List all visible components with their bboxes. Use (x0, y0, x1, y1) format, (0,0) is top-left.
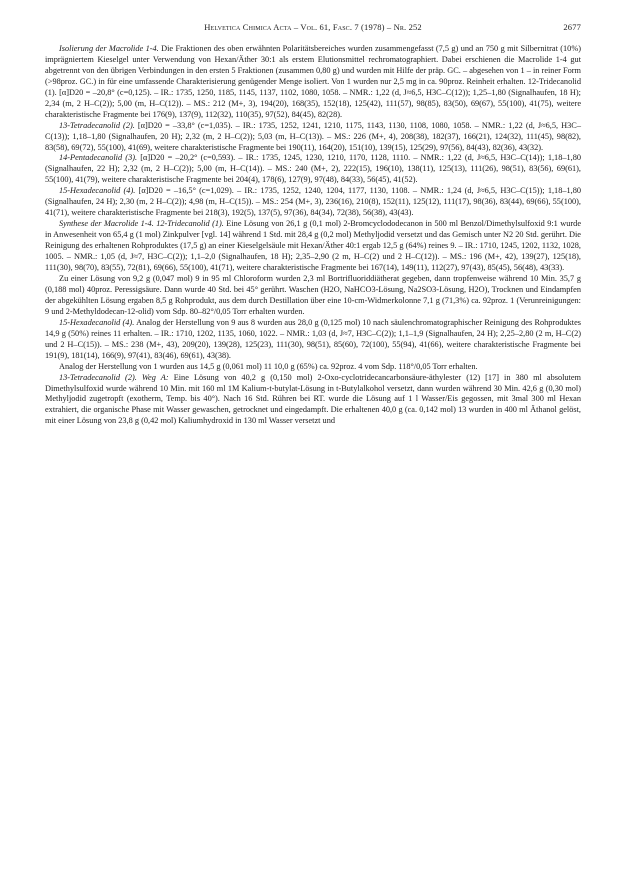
paragraph-lead: Isolierung der Macrolide 1-4. (59, 43, 159, 53)
paragraph-lead: 15-Hexadecanolid (4). (59, 186, 136, 196)
paragraph-route-a (45, 373, 581, 428)
paragraph-text: Zu einer Lösung von 9,2 g (0,047 mol) 9 in 95 ml Chloroform wurden 2,3 ml Bortrifluoriddiätherat gegeben, dann tropfenweise während 10 Min. 35,7 g (0,188 mol) 40proz. Peressigsäure. Dann wurde 40 Std. bei 45° gerührt. Waschen (H2O, NaHCO3-Lösung, Na2SO3-Lösung, H2O), Trocknen und Eindampfen der abgekühlten Lösung ergaben 8,5 g Rohprodukt, aus dem durch Destillation über eine 10-cm-Widmerkolonne 7,1 g (71,3%) ca. 92proz. 1 (Verunreinigungen: 9 und 2-Methyldodecan-12-olid) vom Sdp. 80–82°/0,05 Torr erhalten wurden. (45, 273, 581, 316)
paragraph-analog (45, 362, 581, 373)
paragraph-isolation (45, 44, 581, 121)
document-page (45, 22, 581, 427)
paragraph-lead: 15-Hexadecanolid (4). (59, 317, 135, 327)
paragraph-lead: Synthese der Macrolide 1-4. 12-Tridecanolid (1). (59, 219, 224, 229)
paragraph-text: Eine Lösung von 40,2 g (0,150 mol) 2-Oxo-cyclotridecancarbonsäure-äthylester (12) [17] in 380 ml absolutem Dimethylsulfoxid wurde während 10 Min. mit 160 ml 1M Kalium-t-butylat-Lösung in t-Butylalkohol versetzt, dann wurden während 30 Min. 42,6 g (0,30 mol) Methyljodid zugetropft (exotherm, Temp. bis 40°). Nach 16 Std. Rühren bei RT. wurde die Lösung auf 1 l Wasser/Eis gegossen, mit 3mal 300 ml Hexan extrahiert, die organische Phase mit Wasser gewaschen, getrocknet und eingedampft. Die erhaltenen 40,0 g (ca. 0,142 mol) 13 wurden in 400 ml Äthanol gelöst, mit einer Lösung von 23,8 g (0,42 mol) Kaliumhydroxid in 130 ml Wasser versetzt und (45, 372, 582, 426)
running-head (45, 22, 581, 33)
paragraph-oxidation (45, 274, 581, 318)
paragraph-hexadecanolide-synthesis (45, 318, 581, 362)
paragraph-synthesis (45, 219, 581, 274)
paragraph-lead: 14-Pentadecanolid (3). (59, 153, 138, 163)
paragraph-text: Die Fraktionen des oben erwähnten Polaritätsbereiches wurden zusammengefasst (7,5 g) und an 750 g mit Silbernitrat (10%) imprägniertem Kieselgel unter Verwendung von Hexan/Äther 30:1 als erstem Elutionsmittel rechromatographiert. Dabei erschienen die Macrolide 1-4 gut abgetrennt von den übrigen Verbindungen in den ersten 5 Fraktionen (zusammen 0,80 g) und wurden mit Hilfe der präp. GC. – abgesehen von 1 – in reiner Form (>98proz. GC.) in für eine umfassende Charakterisierung genügender Menge isoliert. Von 1 wurden nur 2,5 mg in ca. 90proz. Reinheit erhalten. 12-Tridecanolid (1). [α]D20 = –20,8° (c=0,125). – IR.: 1735, 1250, 1185, 1145, 1137, 1102, 1080, 1058. – NMR.: 1,22 (d, J≈6,5, H3C–C(12)); 1,25–1,80 (Signalhaufen, 18 H); 2,34 (m, 2 H–C(2)); 5,00 (m, H–C(12)). – MS.: 212 (M+, 3), 194(20), 168(35), 152(18), 125(42), 111(57), 98(85), 83(50), 69(67), 55(100), 41(75), weitere charakteristische Fragmente bei 176(9), 137(9), 112(32), 110(35), 97(52), 84(45), 82(28). (45, 43, 581, 119)
paragraph-text: Eine Lösung von 26,1 g (0,1 mol) 2-Bromcyclododecanon in 500 ml Benzol/Dimethylsulfoxid 9:1 wurde in Anwesenheit von 65,4 g (1 mol) Zinkpulver [vgl. 14] während 1 Std. mit 28,4 g (0,2 mol) Methyljodid versetzt und das Gemisch unter N2 20 Std. gerührt. Die Reinigung des erhaltenen Rohproduktes (17,5 g) an einer Kieselgelsäule mit Hexan/Äther 40:1 ergab 12,5 g (64%) reines 9. – IR.: 1710, 1245, 1202, 1132, 1028, 1005. – NMR.: 1,05 (d, J≈7, H3C–C(2)); 1,1–2,0 (Signalhaufen, 18 H); 2,35–2,90 (2 m, H–C(2) und 2 H–C(12)). – MS.: 196 (M+, 42), 139(27), 125(18), 111(30), 98(70), 83(55), 72(81), 69(66), 55(100), 41(71), weitere charakteristische Fragmente bei 167(14), 149(11), 112(27), 97(43), 85(45), 56(48), 43(33). (45, 219, 581, 273)
paragraph-tetradecanolide-data (45, 121, 581, 154)
paragraph-lead: 13-Tetradecanolid (2). (59, 120, 135, 130)
paragraph-hexadecanolide-data (45, 186, 581, 219)
paragraph-text: [α]D20 = –33,8° (c=1,035). – IR.: 1735, 1252, 1241, 1210, 1175, 1143, 1130, 1108, 1080, 1058. – NMR.: 1,22 (d, J≈6,5, H3C–C(13)); 1,18–1,80 (Signalhaufen, 20 H); 2,32 (m, 2 H–C(2)); 5,03 (m, H–C(13)). – MS.: 226 (M+, 4), 208(38), 182(37), 166(21), 124(32), 111(45), 98(82), 83(58), 69(72), 55(100), 41(69), weitere charakteristische Fragmente bei 190(11), 164(20), 151(10), 139(15), 125(29), 97(56), 84(43), 82(36), 43(32). (45, 120, 581, 152)
journal-citation: Helvetica Chimica Acta – Vol. 61, Fasc. 7 (1978) – Nr. 252 (204, 22, 422, 32)
paragraph-pentadecanolide-data (45, 153, 581, 186)
paragraph-text: [α]D20 = –16,5° (c=1,029). – IR.: 1735, 1252, 1240, 1204, 1177, 1130, 1108. – NMR.: 1,24 (d, J≈6,5, H3C–C(15)); 1,18–1,80 (Signalhaufen, 24 H); 2,30 (m, 2 H–C(2)); 4,98 (m, H–C(15)). – MS.: 254 (M+, 3), 236(16), 210(8), 152(11), 125(12), 111(17), 98(36), 83(44), 69(66), 55(100), 41(71), weitere charakteristische Fragmente bei 218(3), 192(5), 137(5), 97(36), 84(34), 72(38), 56(38), 43(43). (45, 186, 582, 218)
paragraph-text: Analog der Herstellung von 9 aus 8 wurden aus 28,0 g (0,125 mol) 10 nach säulenchromatographischer Reinigung des Rohproduktes 14,9 g (50%) reines 11 erhalten. – IR.: 1710, 1202, 1135, 1060, 1022. – NMR.: 1,03 (d, J≈7, H3C–C(2)); 1,1–1,9 (Signalhaufen, 24 H); 2,25–2,80 (2 m, H–C(2) und 2 H–C(15)). – MS.: 238 (M+, 43), 209(20), 139(28), 125(23), 111(30), 98(51), 85(60), 72(100), 55(94), 41(66), weitere charakteristische Fragmente bei 191(9), 181(14), 166(9), 97(41), 83(46), 69(61), 43(38). (45, 317, 582, 360)
paragraph-text: Analog der Herstellung von 1 wurden aus 14,5 g (0,061 mol) 11 10,0 g (65%) ca. 92proz. 4 vom Sdp. 118°/0,05 Torr erhalten. (59, 361, 478, 371)
paragraph-text: [α]D20 = –20,2° (c=0,593). – IR.: 1735, 1245, 1230, 1210, 1170, 1128, 1110. – NMR.: 1,22 (d, J≈6,5, H3C–C(14)); 1,18–1,80 (Signalhaufen, 22 H); 2,32 (m, 2 H–C(2)); 5,00 (m, H–C(14)). – MS.: 240 (M+, 2), 222(15), 196(10), 138(11), 125(13), 111(26), 98(51), 83(56), 69(61), 55(100), 41(79), weitere charakteristische Fragmente bei 204(4), 178(6), 127(9), 97(48), 84(33), 56(45), 41(52). (45, 153, 582, 185)
page-number: 2677 (563, 22, 581, 32)
paragraph-lead: 13-Tetradecanolid (2). Weg A: (59, 372, 169, 382)
